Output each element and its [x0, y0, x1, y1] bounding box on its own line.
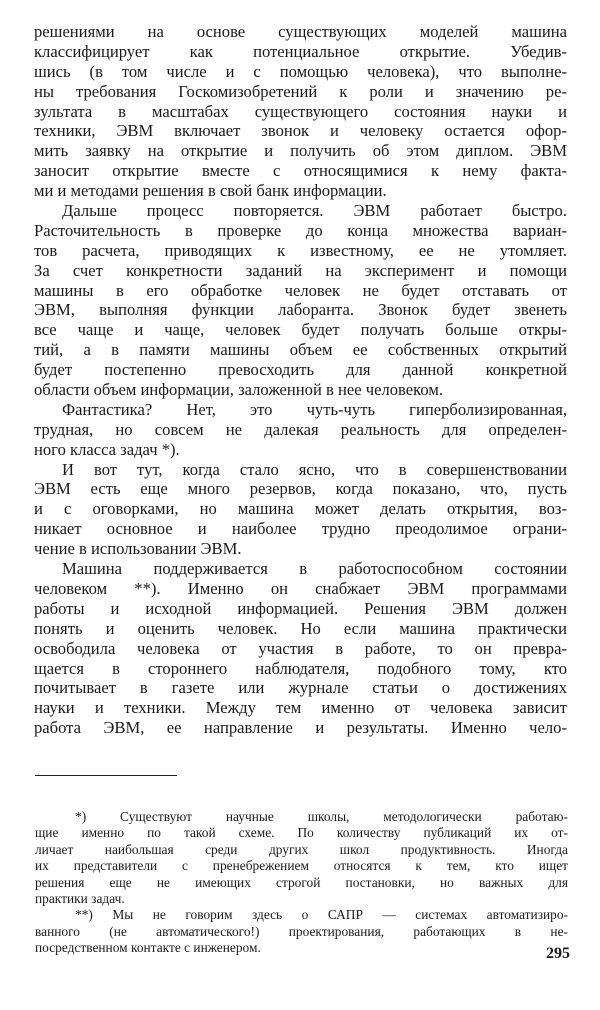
paragraph — [34, 460, 567, 559]
footnote-line: щие именно по такой схеме. По количеству публикаций их от- — [35, 825, 568, 841]
text-line: Дальше процесс повторяется. ЭВМ работает быстро. — [62, 201, 567, 221]
text-line: зультата в масштабах существующего состояния науки и — [34, 101, 567, 121]
text-line: понять и оценить человек. Но если машина практически — [34, 618, 567, 638]
footnote-line: **) Мы не говорим здесь о САПР — системах автоматизиро- — [75, 907, 568, 923]
footnote — [35, 809, 568, 907]
text-line: Расточительность в проверке до конца множества вариан- — [34, 220, 567, 240]
text-line: человеком **). Именно он снабжает ЭВМ программами — [34, 578, 567, 598]
text-line: щается в стороннего наблюдателя, подобного тому, кто — [34, 658, 567, 678]
text-line: классифицирует как потенциальное открытие. Убедив- — [34, 41, 567, 61]
text-line: решениями на основе существующих моделей машина — [34, 22, 567, 41]
text-line: освободила человека от участия в работе, то он превра- — [34, 638, 567, 658]
text-line: ми и методами решения в свой банк информации. — [34, 181, 387, 201]
text-line: ного класса задач *). — [34, 439, 180, 459]
footnote-line: *) Существуют научные школы, методологически работаю- — [75, 809, 568, 824]
text-line: все чаще и чаще, человек будет получать больше откры- — [34, 320, 567, 340]
footnote-line: ванного (не автоматического!) проектирования, работающих в не- — [35, 923, 568, 939]
text-line: тий, а в памяти машины объем ее собственных открытий — [34, 340, 567, 360]
text-line: тов расчета, приводящих к известному, ее не утомляет. — [34, 240, 567, 260]
footnote — [35, 907, 568, 956]
text-line: области объем информации, заложенной в нее человеком. — [34, 380, 443, 400]
page-number: 295 — [546, 945, 570, 962]
text-line: заносит открытие вместе с относящимися к нему факта- — [34, 161, 567, 181]
text-line: ЭВМ есть еще много резервов, когда показано, что, пусть — [34, 479, 567, 499]
text-line: машины в его обработке человек не будет отставать от — [34, 280, 567, 300]
footnote-line: личает наибольшая среди других школ продуктивность. Иногда — [35, 841, 568, 857]
text-line: работы и исходной информацией. Решения ЭВМ должен — [34, 598, 567, 618]
text-line: почитывает в газете или журнале статьи о достижениях — [34, 678, 567, 698]
footnote-line: посредственном контакте с инженером. — [35, 940, 261, 956]
footnote-separator — [35, 775, 177, 776]
text-line: Фантастика? Нет, это чуть-чуть гиперболизированная, — [62, 399, 567, 419]
text-line: ны требования Госкомизобретений к роли и значению ре- — [34, 81, 567, 101]
paragraph — [34, 559, 567, 738]
footnote-line: решения еще не имеющих строгой постановки, но важных для — [35, 874, 568, 890]
text-line: трудная, но совсем не далекая реальность для определен- — [34, 419, 567, 439]
text-line: работа ЭВМ, ее направление и результаты. Именно чело- — [34, 718, 567, 738]
text-line: Машина поддерживается в работоспособном состоянии — [62, 559, 567, 579]
paragraph — [34, 22, 567, 201]
footnote-line: практики задач. — [35, 890, 125, 906]
text-line: науки и техники. Между тем именно от человека зависит — [34, 698, 567, 718]
text-line: мить заявку на открытие и получить об этом диплом. ЭВМ — [34, 141, 567, 161]
text-line: и с оговорками, но машина может делать открытия, воз- — [34, 499, 567, 519]
paragraph — [34, 201, 567, 400]
text-line: И вот тут, когда стало ясно, что в совершенствовании — [62, 459, 567, 479]
text-line: ЭВМ, выполняя функции лаборанта. Звонок будет звенеть — [34, 300, 567, 320]
footnotes — [35, 809, 568, 957]
text-line: техники, ЭВМ включает звонок и человеку остается офор- — [34, 121, 567, 141]
text-line: шись (в том числе и с помощью человека), что выполне- — [34, 61, 567, 81]
text-line: чение в использовании ЭВМ. — [34, 539, 242, 559]
text-line: За счет конкретности заданий на эксперимент и помощи — [34, 260, 567, 280]
text-line: никает основное и наиболее трудно преодолимое ограни- — [34, 519, 567, 539]
body-text — [34, 22, 567, 738]
footnote-line: их представители с пренебрежением относятся к тем, кто ищет — [35, 858, 568, 874]
paragraph — [34, 400, 567, 460]
text-line: будет постепенно превосходить для данной конкретной — [34, 360, 567, 380]
